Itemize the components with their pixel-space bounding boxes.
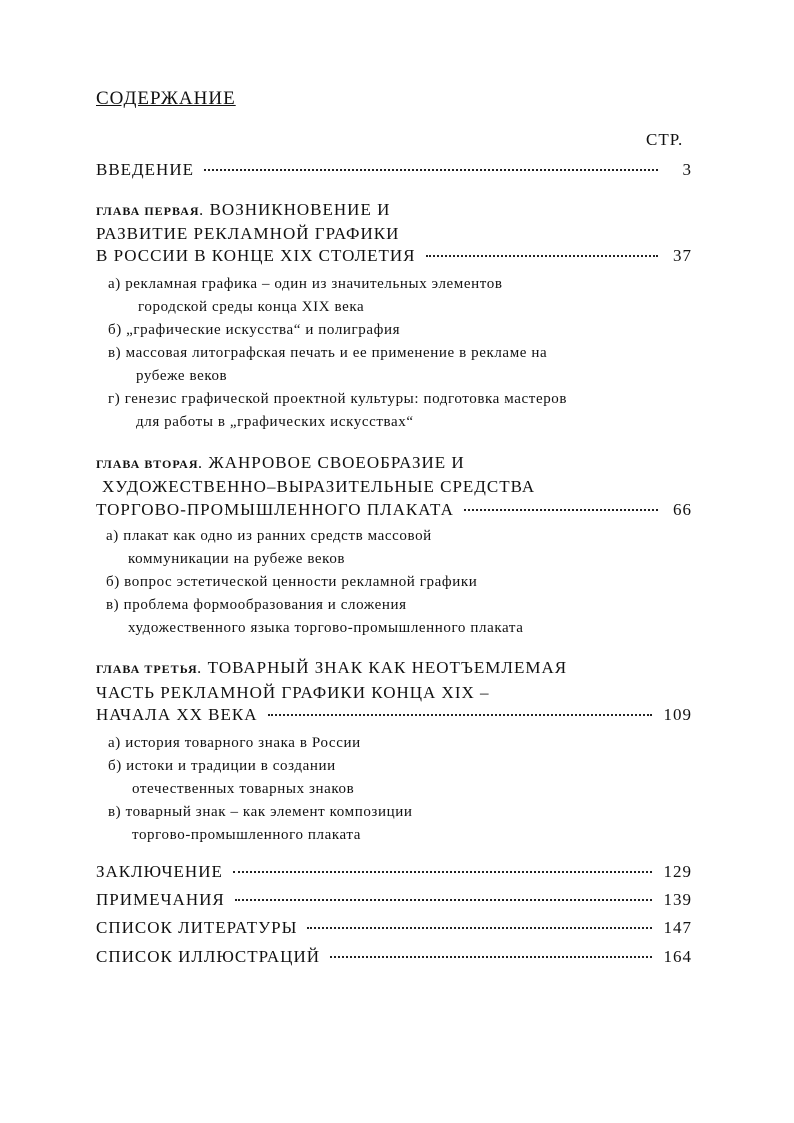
dot-leader <box>330 956 651 958</box>
chapter3-item-c-cont: торгово-промышленного плаката <box>132 827 361 843</box>
chapter1-item-d-cont: для работы в „графических искусствах“ <box>136 414 414 430</box>
toc-entry-page: 147 <box>663 918 692 937</box>
toc-entry-page: 109 <box>663 705 692 724</box>
toc-entry-page: 129 <box>663 862 692 881</box>
toc-entry-label: СПИСОК ИЛЛЮСТРАЦИЙ <box>96 947 321 966</box>
toc-entry-notes <box>96 890 692 914</box>
chapter3-item-c: в) товарный знак – как элемент композиции <box>108 804 413 820</box>
chapter-label: ГЛАВА ТРЕТЬЯ. <box>96 662 202 676</box>
toc-entry-illustrations <box>96 947 692 971</box>
chapter2-item-c: в) проблема формообразования и сложения <box>106 597 407 613</box>
chapter1-item-c: в) массовая литографская печать и ее применение в рекламе на <box>108 345 548 361</box>
chapter2-item-a: а) плакат как одно из ранних средств массовой <box>106 528 432 544</box>
toc-entry-page: 139 <box>663 890 692 909</box>
dot-leader <box>464 509 658 511</box>
toc-entry-page: 66 <box>673 500 692 519</box>
dot-leader <box>426 255 659 257</box>
chapter1-item-a: а) рекламная графика – один из значительных элементов <box>108 276 503 292</box>
chapter1-item-d: г) генезис графической проектной культуры: подготовка мастеров <box>108 391 568 407</box>
toc-entry-label: ПРИМЕЧАНИЯ <box>96 890 225 909</box>
page-title: СОДЕРЖАНИЕ <box>96 88 236 109</box>
chapter2-heading-line1: ГЛАВА ВТОРАЯ. ЖАНРОВОЕ СВОЕОБРАЗИЕ И <box>96 453 465 472</box>
dot-leader <box>307 927 651 929</box>
toc-entry-label: НАЧАЛА XX ВЕКА <box>96 705 258 724</box>
chapter1-heading-line2: РАЗВИТИЕ РЕКЛАМНОЙ ГРАФИКИ <box>96 224 400 243</box>
page-column-header: СТР. <box>646 130 684 149</box>
toc-entry-label: ТОРГОВО-ПРОМЫШЛЕННОГО ПЛАКАТА <box>96 500 454 519</box>
toc-entry-label: ВВЕДЕНИЕ <box>96 160 194 179</box>
toc-entry-intro <box>96 160 692 184</box>
chapter3-item-b: б) истоки и традиции в создании <box>108 758 336 774</box>
toc-entry-chapter2 <box>96 500 692 524</box>
chapter3-item-a: а) история товарного знака в России <box>108 735 361 751</box>
toc-entry-literature <box>96 918 692 942</box>
toc-entry-label: В РОССИИ В КОНЦЕ XIX СТОЛЕТИЯ <box>96 246 416 265</box>
chapter1-item-c-cont: рубеже веков <box>136 368 228 384</box>
chapter-label: ГЛАВА ПЕРВАЯ. <box>96 204 204 218</box>
chapter2-heading-line2: ХУДОЖЕСТВЕННО–ВЫРАЗИТЕЛЬНЫЕ СРЕДСТВА <box>102 477 536 496</box>
toc-entry-label: ЗАКЛЮЧЕНИЕ <box>96 862 223 881</box>
toc-entry-page: 37 <box>673 246 692 265</box>
toc-entry-conclusion <box>96 862 692 886</box>
dot-leader <box>204 169 658 171</box>
toc-entry-label: СПИСОК ЛИТЕРАТУРЫ <box>96 918 298 937</box>
toc-entry-chapter3 <box>96 705 692 729</box>
chapter3-heading-line2: ЧАСТЬ РЕКЛАМНОЙ ГРАФИКИ КОНЦА XIX – <box>96 683 490 702</box>
chapter2-item-b: б) вопрос эстетической ценности рекламной графики <box>106 574 478 590</box>
chapter3-item-b-cont: отечественных товарных знаков <box>132 781 355 797</box>
chapter1-item-b: б) „графические искусства“ и полиграфия <box>108 322 401 338</box>
dot-leader <box>268 714 652 716</box>
chapter3-heading-line1: ГЛАВА ТРЕТЬЯ. ТОВАРНЫЙ ЗНАК КАК НЕОТЪЕМЛЕМАЯ <box>96 658 568 677</box>
dot-leader <box>233 871 652 873</box>
toc-entry-chapter1 <box>96 246 692 270</box>
chapter1-heading-line1: ГЛАВА ПЕРВАЯ. ВОЗНИКНОВЕНИЕ И <box>96 200 391 219</box>
chapter1-item-a-cont: городской среды конца XIX века <box>138 299 365 315</box>
chapter2-item-a-cont: коммуникации на рубеже веков <box>128 551 346 567</box>
chapter2-item-c-cont: художественного языка торгово-промышленного плаката <box>128 620 524 636</box>
toc-entry-page: 3 <box>682 160 692 179</box>
dot-leader <box>235 899 652 901</box>
toc-entry-page: 164 <box>663 947 692 966</box>
chapter-label: ГЛАВА ВТОРАЯ. <box>96 457 203 471</box>
